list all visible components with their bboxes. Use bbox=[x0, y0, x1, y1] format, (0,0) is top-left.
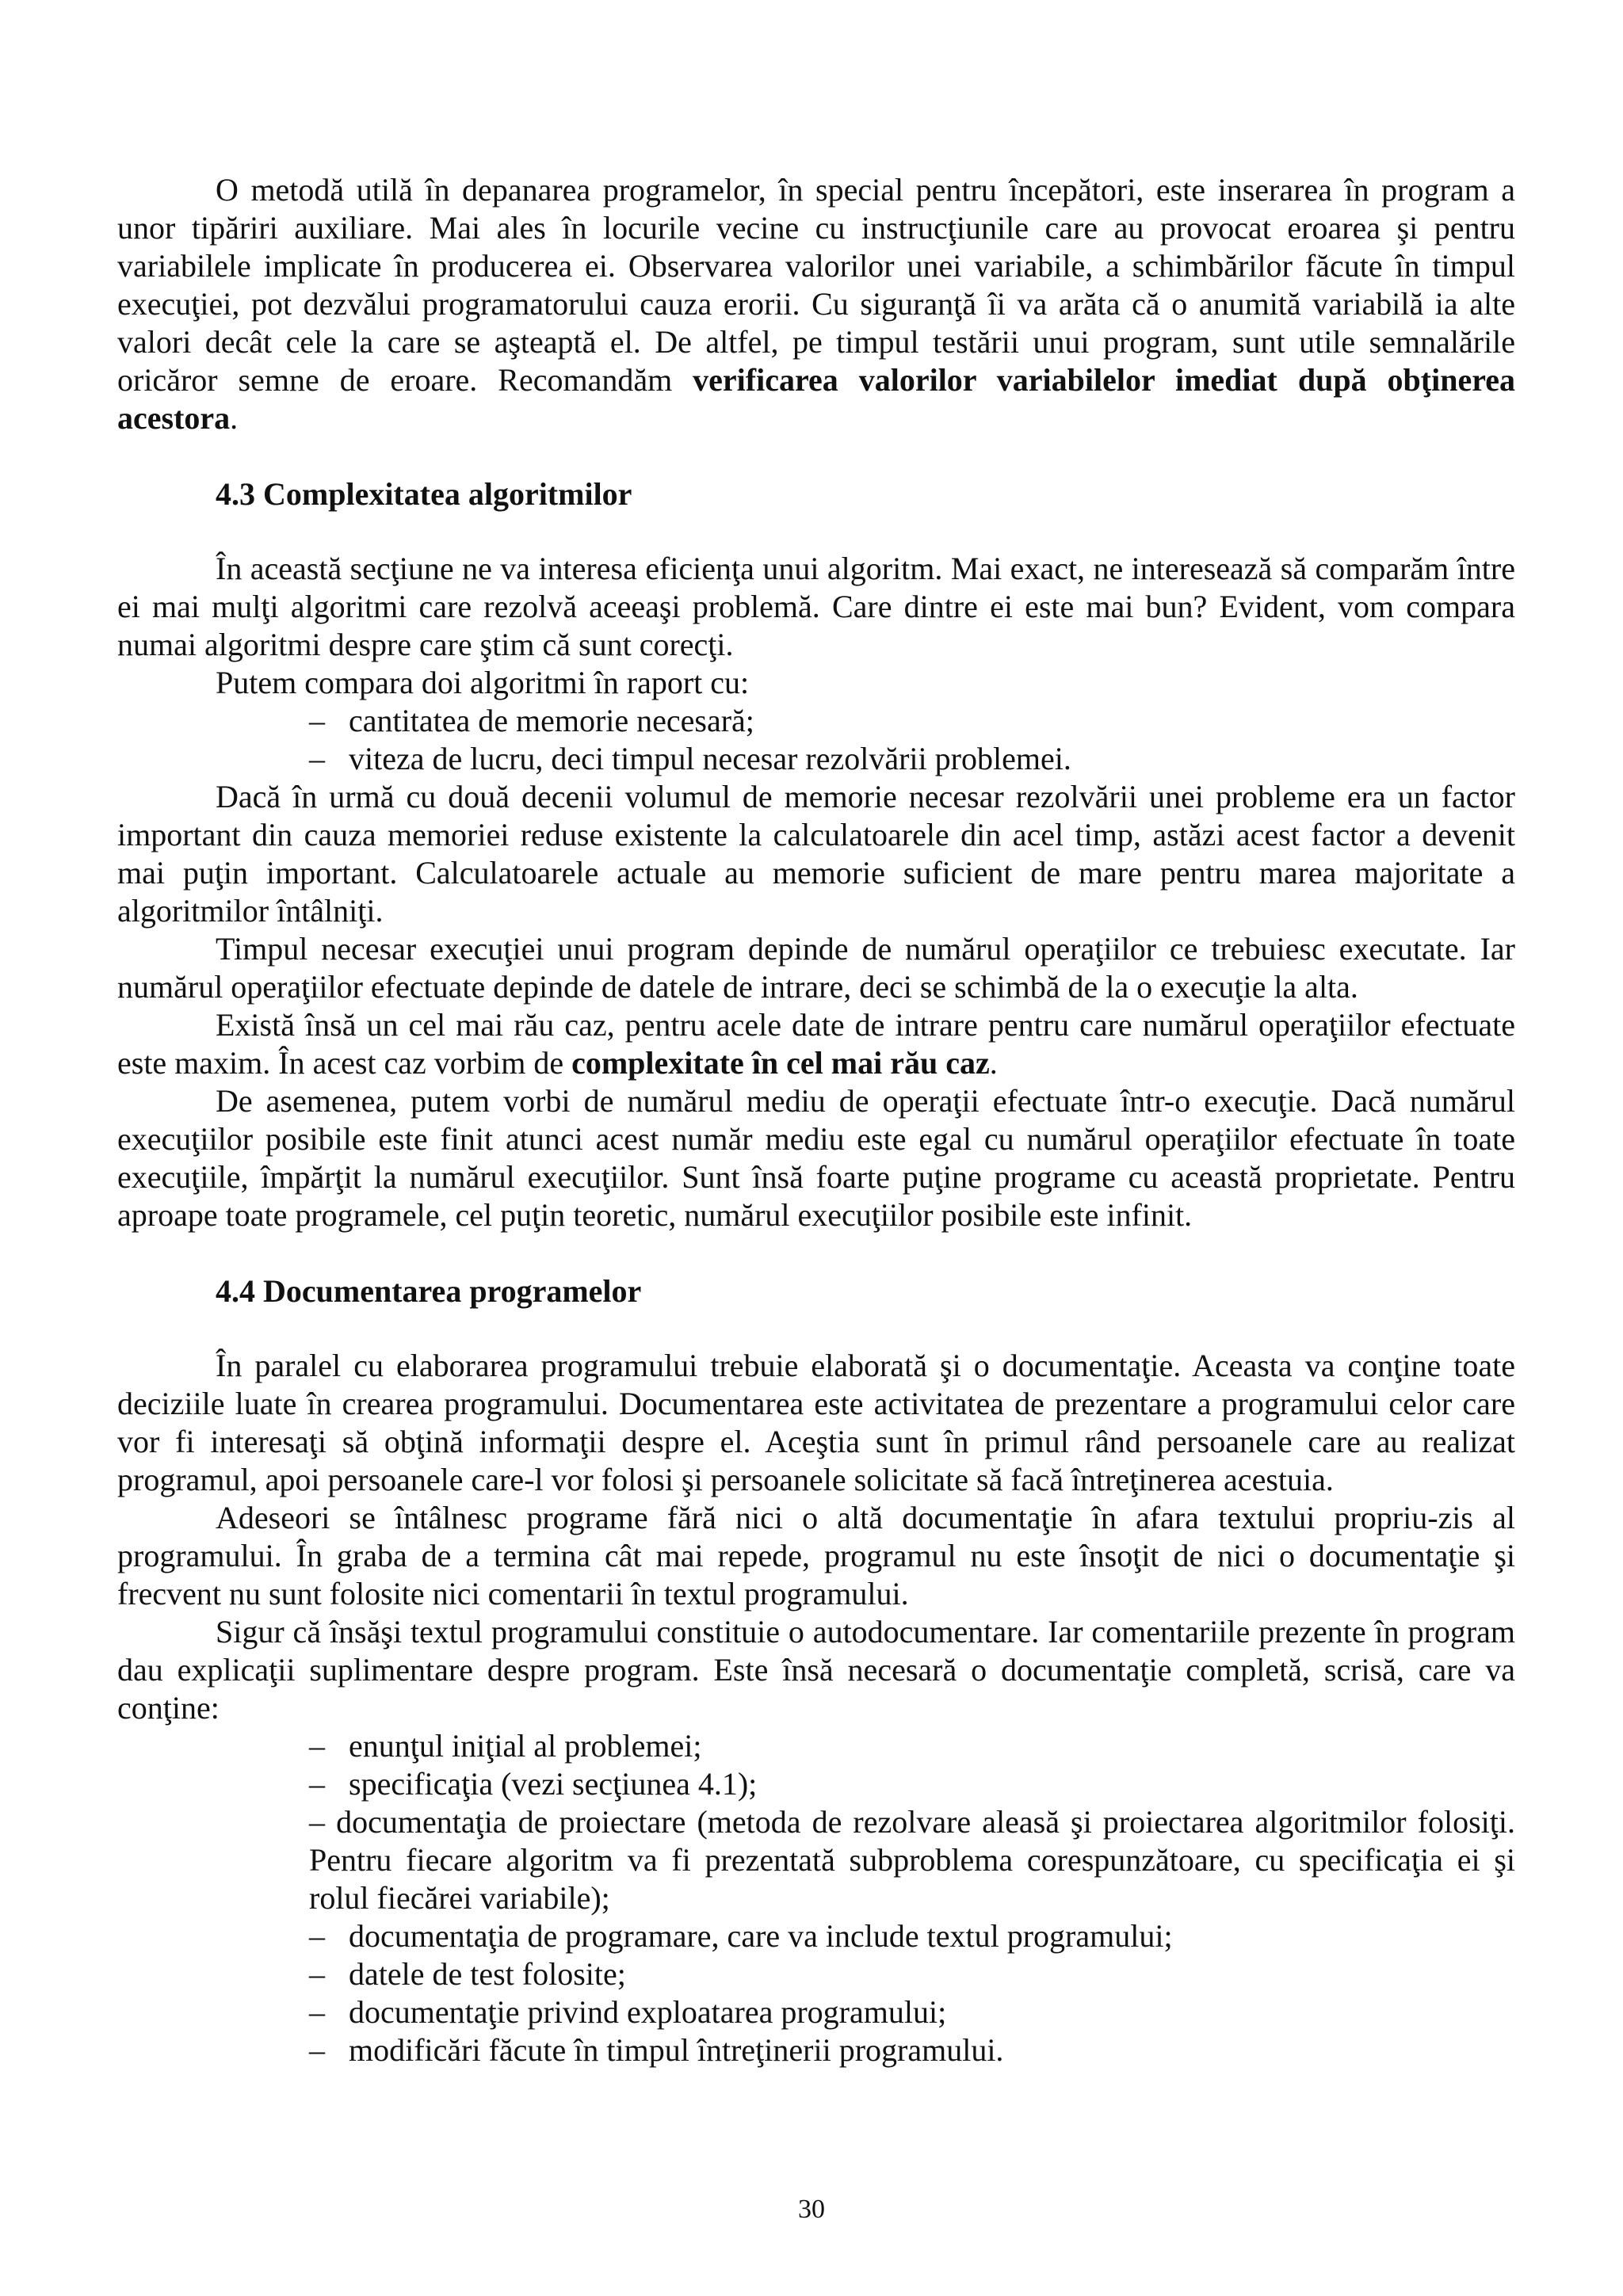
list-item: – specificaţia (vezi secţiunea 4.1); bbox=[309, 1766, 758, 1802]
recommendation-bold: verificarea valorilor variabilelor imediat după obţinerea acestora bbox=[117, 362, 1515, 436]
paragraph-no-documentation: Adeseori se întâlnesc programe fără nici o altă documentaţie în afara textului propriu-zis al programului. În graba de a termina cât mai repede, programul nu este însoţit de nici o documentaţie şi frecvent nu sunt folosite nici comentarii în textul programului. bbox=[117, 1500, 1515, 1611]
paragraph-debugging-tip: O metodă utilă în depanarea programelor, în special pentru începători, este inserarea în program a unor tipăriri auxiliare. Mai ales în locurile vecine cu instrucţiunile care au provocat eroarea şi pentru variabilele implicate în producerea ei. Observarea valorilor unei variabile, a schimbărilor făcute în timpul execuţiei, pot dezvălui programatorului cauza erorii. Cu siguranţă îi va arăta că o anumită variabilă ia alte valori decât cele la care se aşteaptă el. De altfel, pe timpul testării unui program, sunt utile semnalările oricăror semne de eroare. Recomandăm verificarea valorilor variabilelor imediat după obţinerea acestora. bbox=[117, 172, 1515, 436]
paragraph-memory-factor: Dacă în urmă cu două decenii volumul de memorie necesar rezolvării unei probleme era un factor important din cauza memoriei reduse existente la calculatoarele din acel timp, astăzi acest factor a devenit mai puţin important. Calculatoarele actuale au memorie suficient de mare pentru marea majoritate a algoritmilor întâlniţi. bbox=[117, 779, 1515, 929]
paragraph-self-documentation: Sigur că însăşi textul programului constituie o autodocumentare. Iar comentariile prezente în program dau explicaţii suplimentare despre program. Este însă necesară o documentaţie completă, scrisă, care va conţine: bbox=[117, 1614, 1515, 1726]
list-item: – documentaţia de programare, care va include textul programului; bbox=[309, 1918, 1173, 1954]
criteria-list bbox=[117, 702, 1515, 778]
section-heading-4-4: 4.4 Documentarea programelor bbox=[216, 1273, 642, 1309]
dash-bullet: – bbox=[309, 1994, 325, 2030]
section-heading-4-3: 4.3 Complexitatea algoritmilor bbox=[216, 476, 632, 512]
dash-bullet: – bbox=[309, 703, 325, 738]
page-number: 30 bbox=[798, 2195, 825, 2224]
list-item: – documentaţie privind exploatarea programului; bbox=[309, 1994, 947, 2030]
paragraph-compare-criteria: Putem compara doi algoritmi în raport cu: bbox=[216, 665, 750, 700]
paragraph-efficiency-intro: În această secţiune ne va interesa eficienţa unui algoritm. Mai exact, ne interesează să comparăm între ei mai mulţi algoritmi care rezolvă aceeaşi problemă. Care dintre ei este mai bun? Evident, vom compara numai algoritmi despre care ştim că sunt corecţi. bbox=[117, 551, 1515, 662]
paragraph-documentation-intro: În paralel cu elaborarea programului trebuie elaborată şi o documentaţie. Aceasta va conţine toate deciziile luate în crearea programului. Documentarea este activitatea de prezentare a programului celor care vor fi interesaţi să obţină informaţii despre el. Aceştia sunt în primul rând persoanele care au realizat programul, apoi persoanele care-l vor folosi şi persoanele solicitate să facă întreţinerea acestuia. bbox=[117, 1348, 1515, 1497]
list-item: – enunţul iniţial al problemei; bbox=[309, 1728, 702, 1764]
dash-bullet: – bbox=[309, 1766, 325, 1802]
dash-bullet: – bbox=[309, 1956, 325, 1992]
worst-case-bold: complexitate în cel mai rău caz bbox=[571, 1045, 990, 1081]
list-item: – viteza de lucru, deci timpul necesar rezolvării problemei. bbox=[309, 741, 1071, 776]
paragraph-worst-case: Există însă un cel mai rău caz, pentru acele date de intrare pentru care numărul operaţiilor efectuate este maxim. În acest caz vorbim de complexitate în cel mai rău caz. bbox=[117, 1007, 1515, 1081]
list-item: – cantitatea de memorie necesară; bbox=[309, 703, 754, 738]
paragraph-execution-time: Timpul necesar execuţiei unui program depinde de numărul operaţiilor ce trebuiesc executate. Iar numărul operaţiilor efectuate depinde de datele de intrare, deci se schimbă de la o execuţie la alta. bbox=[117, 931, 1515, 1005]
dash-bullet: – bbox=[309, 741, 325, 776]
list-item: – documentaţia de proiectare (metoda de rezolvare aleasă şi proiectarea algoritmilor folosiţi. Pentru fiecare algoritm va fi prezentată subproblema corespunzătoare, cu specificaţia ei şi rolul fiecărei variabile); bbox=[309, 1804, 1516, 1916]
documentation-contents-list bbox=[117, 1727, 1515, 2069]
dash-bullet: – bbox=[309, 1804, 325, 1840]
dash-bullet: – bbox=[309, 1918, 325, 1954]
paragraph-average-case: De asemenea, putem vorbi de numărul mediu de operaţii efectuate într-o execuţie. Dacă numărul execuţiilor posibile este finit atunci acest număr mediu este egal cu numărul operaţiilor efectuate în toate execuţiile, împărţit la numărul execuţiilor. Sunt însă foarte puţine programe cu această proprietate. Pentru aproape toate programele, cel puţin teoretic, numărul execuţiilor posibile este infinit. bbox=[117, 1083, 1515, 1233]
dash-bullet: – bbox=[309, 2032, 325, 2068]
list-item: – modificări făcute în timpul întreţinerii programului. bbox=[309, 2032, 1004, 2068]
dash-bullet: – bbox=[309, 1728, 325, 1764]
list-item: – datele de test folosite; bbox=[309, 1956, 626, 1992]
